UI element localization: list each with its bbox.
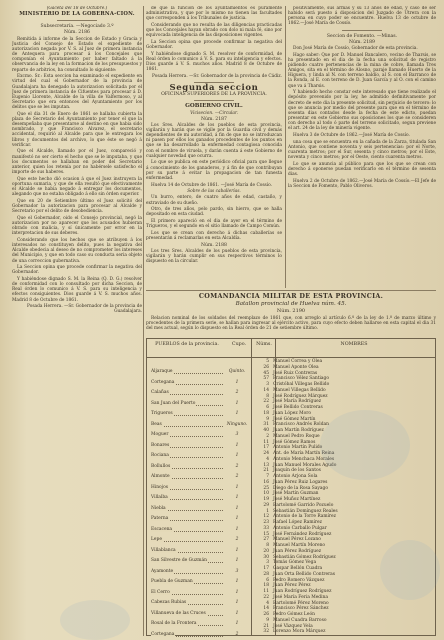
town-count: 1: [235, 453, 239, 459]
soldier-number: 12: [263, 514, 269, 520]
soldier-number: 31: [263, 422, 269, 428]
paragraph: Don José María de Cossío, Gobernador de esta provincia.: [293, 45, 418, 51]
soldier-name: Juan López Moro: [273, 410, 311, 416]
soldier-name: Antonio Martín Pulido: [273, 445, 323, 451]
soldier-number: 8: [266, 393, 269, 399]
soldier-number: 18: [263, 410, 269, 416]
soldier-number: 9: [266, 617, 269, 623]
soldier-name: Manuel Pérez Lozano: [273, 537, 321, 543]
soldier-number: 10: [263, 491, 269, 497]
subsection-heading: Sobre de las caballerías.: [187, 189, 241, 195]
soldier-number: 14: [263, 387, 269, 393]
paragraph: de que la funcion de los ayuntamientos es puramente administrativa, y que por lo mismo no tienen las facultades que corresponden á los Tribunales de justicia.: [146, 6, 282, 22]
paragraph: Remitida á informe de la Seccion de Estado y Gracia y Justicia del Consejo de Estado el expediente de autorizacion negada por V. S. al Juez de primera instancia de Antequera para procesar á los Concejales que componían el Ayuntamiento por haber faltado á la observancia de la ley en la formacion de los presupuestos y reparto de arbitrios, ha consultado lo siguiente:: [12, 36, 142, 73]
soldier-number: 15: [263, 531, 269, 537]
paragraph: Los que se crean con derecho á dichas caballerías se presentarán á reclamarlas en esta Alcaldía.: [146, 230, 282, 241]
paragraph: Huelva 2 de Octubre de 1862.—José María de Cossío.—El Jefe de la Seccion de Fomento, Pablo Oliveros.: [288, 178, 436, 189]
town-count: 1: [235, 600, 239, 606]
divider: [194, 100, 234, 101]
town-name: Niebla: [151, 505, 166, 511]
town-name: San Juan del Puerto: [151, 400, 196, 406]
soldier-number: 19: [263, 497, 269, 502]
notice-subtitle: Batallon provincial de Huelva núm. 45.: [235, 301, 347, 307]
town-name: Bollullos: [151, 463, 171, 469]
soldier-name: Sebastián Gómez Rodríguez: [273, 554, 336, 560]
column-left-body: [12, 37, 142, 303]
column-right-body-mid: [288, 53, 436, 139]
town-count: 2: [235, 631, 239, 637]
soldier-name: Manuel Villegas Bellido: [273, 387, 326, 393]
town-name: Villablanca: [151, 547, 176, 553]
soldier-name: Manuel Cuadra Barroso: [273, 617, 327, 623]
column-middle-body-mid: [146, 123, 282, 188]
column-right-body-low: [288, 140, 436, 189]
town-name: San Silvestre de Guzmán: [151, 558, 207, 564]
town-name: Beas: [151, 421, 162, 427]
soldier-name: José Bellido Contreras: [273, 405, 323, 410]
town-count: 1: [235, 400, 239, 406]
town-name: Moguer: [151, 432, 169, 438]
soldier-name: Bartolomé Pérez Moreno: [273, 600, 329, 606]
soldier-name: José Muñoz Martínez: [273, 497, 321, 502]
soldier-name: José Fernández Rodríguez: [273, 531, 332, 537]
town-name: Escacena: [151, 526, 173, 532]
soldier-number: 16: [263, 479, 269, 485]
town-name: Hinojos: [151, 484, 168, 490]
town-name: Paterna: [151, 516, 169, 522]
soldier-number: 7: [266, 474, 269, 479]
town-count: 2: [235, 390, 239, 396]
soldier-number: 11: [263, 439, 269, 445]
paragraph: Que este hecho dió ocasion á que el Juez instruyera la oportuna sumaria, y que de ella resultó que efectivamente el Alcalde se habia negado á entregar los documentos, alegando que no estaba obligado á ello sin órden superior.: [12, 176, 142, 198]
soldier-name: Juan Martín Rodríguez: [273, 428, 324, 433]
soldier-name: Pedro Romero Vázquez: [273, 577, 325, 583]
town-name: Cortegana: [151, 379, 175, 385]
notice-title: COMANDANCIA MILITAR DE ESTA PROVINCIA.: [198, 292, 384, 300]
soldier-name: Manuel Martín Moreno: [273, 543, 326, 548]
town-count: Quinto.: [228, 369, 246, 375]
soldier-name: Manuel Aponte Olea: [273, 364, 319, 370]
soldier-name: Antonio Menchaca Morales: [273, 456, 335, 462]
order-number: Núm. 2188: [201, 242, 227, 248]
town-count: 1: [235, 411, 239, 417]
divider: [57, 20, 97, 21]
ministry-heading: MINISTERIO DE LA GOBERNA-CION.: [19, 11, 135, 18]
paragraph: Otro, de tres años, pelo pardo, sin hierro, que se halla depositado en esta ciudad.: [146, 207, 282, 218]
town-count: 1: [235, 484, 239, 490]
soldier-name: Joaquín de los Santos: [273, 468, 321, 474]
town-count: 2: [235, 474, 239, 480]
paragraph: Considerando que no resulta de las diligencias practicadas que los Concejales hayan obrado con dolo ni mala fé, sino por equivocada inteligencia de las disposiciones vigentes.: [146, 22, 282, 39]
town-count: 1: [235, 579, 239, 585]
column-rule: [143, 6, 144, 636]
paragraph: La Seccion opina que procede confirmar la negativa del Gobernador.: [12, 265, 142, 276]
soldier-number: 26: [263, 364, 269, 370]
town-count: 1: [235, 610, 239, 616]
header-count: Cupo.: [231, 342, 247, 347]
soldier-number: 33: [263, 525, 269, 531]
paragraph: Y habiéndose dignado S. M. resolver de conformidad, de Real órden lo comunico á V. S. para su inteligencia y efectos. Dios guarde á V. S. muchos años. Madrid 8 de Octubre de 1861.: [146, 51, 282, 73]
order-number: Núm. 2187: [201, 116, 227, 122]
soldier-name: Juan Pérez Ruiz Logares: [273, 479, 328, 485]
soldier-name: Juan Orta Bellido Contreras: [273, 571, 336, 577]
town-name: Trigueros: [151, 411, 173, 417]
soldier-number: 17: [263, 566, 269, 571]
soldier-number: 22: [263, 594, 269, 600]
paragraph: Que el dia 31 de Enero de 1861 se hallaba cubierta la plaza de Secretario del Ayuntamiento por tener el que la desempeñaba que presentarse al destino en que habia sido nombrado, y que Francisco Alvarez, el secretario accidental, requirió al Alcalde para que le entregara los libros y documentos del archivo, lo que éste se negó á verificar.: [12, 111, 142, 148]
soldier-number: 3: [266, 382, 269, 387]
soldier-name: Diego de la Rosa Sayago: [273, 485, 328, 491]
soldier-number: 30: [263, 554, 269, 560]
soldier-name: José Gómez Ramos: [273, 439, 316, 445]
soldier-number: 4: [266, 456, 269, 462]
section-title: Segunda seccion: [169, 83, 259, 94]
town-count: Ninguno.: [226, 421, 248, 427]
soldier-number: 3: [266, 560, 269, 566]
notice-text: Relacion nominal de los soldados del reemplazo de 1861 que, con arreglo al artículo 6.º de la ley de 1.º de marzo último y procedentes de la primera serie, se hallan para ingresar al ejército activo, para cuyo efecto deben hallarse en esta capital el dia 31 del mes actual, según lo dispuesto en la Real órden de 21 de setiembre último.: [146, 316, 436, 332]
town-count: 1: [235, 621, 239, 627]
soldier-name: Manuel Correa y Olea: [273, 359, 323, 364]
paragraph: La Seccion opina que procede confirmar la negativa del Gobernador.: [146, 39, 282, 51]
paragraph: Excmo. Sr.: Esta seccion ha examinado el expediente en virtud del cual el Gobernador de la provincia de Guadalajara ha denegado la autorizacion solicitada por el Juez de primera instancia de Cifuentes para procesar á D. Eugenio Llorente, Alcalde de la villa de Valfermoso, y al Secretario que era entonces del Ayuntamiento por los delitos que se les imputan.: [12, 74, 142, 111]
paragraph: Los tres Sres. Alcaldes de los pueblos de esta provincia, vigilarán y harán cumplir en sus respectivos términos lo dispuesto en la circular.: [146, 248, 282, 265]
table-header: [147, 339, 435, 358]
town-name: Lepe: [151, 537, 162, 543]
soldier-name: Tomás Gómez Vega: [273, 560, 317, 566]
town-count: 1: [235, 505, 239, 511]
order-number: Núm. 2189: [349, 39, 375, 45]
soldier-name: José Vázquez Vela: [273, 623, 313, 629]
column-left: [12, 6, 142, 636]
soldier-number: 17: [263, 445, 269, 451]
header-note: (Gaceta del 18 de Octubre.): [46, 6, 108, 11]
soldier-number: 18: [263, 583, 269, 589]
paragraph: Un burro, entero, de cuatro años de edad, castaño, y extraviado de su dueño.: [146, 195, 282, 206]
town-count: 1: [235, 516, 239, 522]
town-count: 3: [235, 432, 239, 438]
soldier-number: 21: [263, 468, 269, 474]
soldier-name: Francisco Vélez Santiago: [273, 376, 329, 382]
town-count: 1: [235, 495, 239, 501]
header-towns: PUEBLOS de la provincia.: [155, 342, 219, 347]
paragraph: Los Sres. Alcaldes de los pueblos de esta provincia, vigilarán y harán que se vigile por la Guardia civil y demás dependientes de mi autoridad, á fin de que no se introduzcan ni pasen por ellos los ganados procedentes de los puntos en que se ha desarrollado la enfermedad contagiosa conocida con el nombre de viruela, y darán cuenta á este Gobierno de cualquier novedad que ocurra.: [146, 122, 282, 159]
paragraph: El primero apareció en el dia de ayer en el término de Trigueros, y el segundo en el sitio llamado de Campo Común.: [146, 218, 282, 230]
town-name: Cortegana: [151, 631, 175, 637]
subsection-heading: Subsecretaría. —Negociado 3.º: [40, 24, 114, 30]
paragraph: Que en 20 de Setiembre último el Juez solicitó del Gobernador la autorizacion para procesar al Alcalde y Secretario por el delito de desobediencia.: [12, 198, 142, 215]
military-notice: [146, 292, 436, 331]
town-count: 1: [235, 547, 239, 553]
gov-subheading: Vicisecion. —Circular.: [190, 110, 238, 116]
soldier-number: 8: [266, 543, 269, 548]
soldier-number: 6: [266, 405, 269, 410]
soldier-number: 26: [263, 612, 269, 617]
paragraph: Lo que se anuncia al público para que los que se crean con derecho á oponerse puedan verificarlo en el término de sesenta dias.: [288, 161, 436, 178]
soldier-name: Rafael López Ramírez: [273, 520, 322, 525]
soldier-name: Juan Rodríguez Rodríguez: [273, 589, 332, 594]
column-middle-body-low: [146, 195, 282, 241]
soldier-name: José Gómez Martín: [273, 416, 316, 422]
soldier-name: Manuel Pedro Roque: [273, 433, 320, 439]
soldier-name: Bartolomé Garrido Pozuelo: [273, 502, 334, 508]
paragraph: Y habiéndose dignado S. M. la Reina (Q. D. G.) resolver de conformidad con lo consultado por dicha Seccion, de Real órden lo comunico á V. S. para su inteligencia y efectos consiguientes. Dios guarde á V. S. muchos años. Madrid 8 de Octubre de 1861.: [12, 277, 142, 303]
soldier-name: Juan Pérez Rodríguez: [273, 548, 322, 554]
town-name: Aljaraque: [151, 369, 173, 375]
soldier-number: 11: [263, 589, 269, 594]
soldier-number: 45: [263, 370, 269, 376]
town-count: 1: [235, 442, 239, 448]
column-rule: [285, 6, 286, 288]
soldier-number: 21: [263, 623, 269, 629]
town-count: 3: [235, 568, 239, 574]
soldier-number: 27: [263, 537, 269, 543]
soldier-name: Francisco Andrés Roldan: [273, 422, 329, 428]
soldier-number: 4: [266, 600, 269, 606]
conscript-table: [146, 338, 436, 636]
soldier-name: Antonio de la Torre Ramírez: [273, 514, 336, 520]
column-middle: [146, 6, 282, 289]
soldier-number: 29: [263, 502, 269, 508]
paragraph: Que el Gobernador, oido el Consejo provincial, negó la autorizacion por no aparecer que los acusados hubieran obrado con malicia, y sí únicamente por error en la interpretacion de sus deberes.: [12, 215, 142, 237]
column-right: [288, 6, 436, 289]
town-count: 2: [235, 537, 239, 543]
soldier-name: Sebastián Domínguez Reales: [273, 508, 338, 514]
signature: Posada Herrera. —Sr. Gobernador de la provincia de Guadalajara.: [27, 304, 142, 315]
soldier-name: Antonio Arjona Sola: [273, 474, 318, 479]
paragraph: Huelva 14 de Octubre de 1861. —José María de Cossío.: [151, 182, 272, 188]
soldier-number: 28: [263, 571, 269, 577]
town-name: Almonte: [151, 474, 170, 480]
soldier-number: 24: [263, 451, 269, 456]
soldier-name: Juan Manuel Morales Agudo: [273, 462, 337, 468]
town-name: Rosal de la Frontera: [151, 621, 197, 627]
paragraph: Hago saber: Que por D. Manuel Bancalero, vecino de Tharsis, se ha presentado en el dia de la fecha una solicitud de registro pidiendo cuatro pertenencias de la mina de cobre, llamada Tres Amigos, sita en el término de Alosno, paraje llamado Huerto de la Higuera, y linda al N. con terreno baldío, al S. con el Barranco de la Ronda, al E. con terreno de D. Juan García y al O. con el camino que va á Tharsis.: [288, 52, 436, 89]
soldier-number: 6: [266, 577, 269, 583]
order-number: Núm. 2190: [276, 308, 306, 314]
gov-heading: GOBIERNO CIVIL.: [185, 103, 243, 110]
soldier-number: 9: [266, 416, 269, 422]
town-name: Bonares: [151, 442, 170, 448]
column-right-body-top: [288, 6, 436, 27]
paragraph: Huelva 3 de Octubre de 1862.—José María de Cossío.: [293, 132, 410, 138]
soldier-name: José Rodríguez Márquez: [273, 393, 328, 399]
town-name: Villalba: [151, 495, 168, 501]
soldier-name: Gaspar Bellón Cuadra: [273, 566, 323, 571]
soldier-number: 20: [263, 548, 269, 554]
soldier-number: 40: [263, 428, 269, 433]
town-name: Cabezas Rubias: [151, 600, 187, 606]
section-heading: Seccion de Fomento. —Minas.: [326, 33, 398, 39]
soldier-name: José María Feria Medina: [273, 594, 328, 600]
soldier-number: 1: [266, 508, 269, 514]
soldier-number: 32: [263, 629, 269, 635]
town-count: 1: [235, 526, 239, 532]
soldier-name: Pedro Gómez León: [273, 612, 315, 617]
town-count: 1: [235, 589, 239, 595]
header-names: NOMBRES: [340, 342, 368, 347]
town-name: Ayamonte: [151, 568, 174, 574]
paragraph: Y habiendo hecho constar este interesado que tiene realizado el depósito prevenido por la ley, he admitido definitivamente por decreto de este dia la presente solicitud, sin perjuicio de tercero: lo que se anuncia por medio del presente para que en el término de sesenta dias contados desde la fecha de este edicto, puedan presentar en este Gobierno sus oposiciones los que se consideren con derecho al todo ó parte del terreno solicitado, segun previene el art. 24 de la ley de minería vigente.: [288, 90, 436, 132]
table-row: [257, 629, 433, 636]
paragraph: Lo que se publica en este periódico oficial para que llegue á conocimiento de los ganaderos, y á fin de que contribuyan por su parte á evitar la propagacion de tan funesta enfermedad.: [146, 160, 282, 181]
paragraph: una cosa que se encuentra en la cañada de la Zarza, titulada San Antonio, que contiene noventa y seis pertenencias: por el Norte, cuarenta metros; por el Sur, sesenta y cinco metros; por el Este, noventa y cinco metros; por el Oeste, ciento cuarenta metros.: [288, 139, 436, 161]
soldier-name: Cristóbal Villegas Bellido: [273, 382, 330, 387]
soldier-number: 22: [263, 399, 269, 405]
soldier-name: Ant. de María Martín Reina: [273, 451, 335, 456]
town-name: Calañas: [151, 390, 169, 396]
column-divider: [251, 339, 252, 635]
town-count: 1: [235, 558, 239, 564]
town-count: 2: [235, 463, 239, 469]
section-subtitle: OFICINAS SUPERIORES DE LA PROVINCIA.: [161, 92, 267, 98]
soldier-name: José Ruiz Contreras: [273, 370, 318, 376]
soldier-number: 2: [266, 433, 269, 439]
soldier-number: 25: [263, 485, 269, 491]
soldier-number: 5: [266, 359, 269, 364]
order-number: Núm. 2186: [64, 30, 90, 36]
town-name: Villanueva de las Cruces: [151, 610, 206, 616]
town-count: 1: [235, 379, 239, 385]
soldier-name: Francisco Pérez Sánchez: [273, 606, 329, 612]
soldier-name: Lorenzo Mora Márquez: [273, 629, 326, 635]
soldier-name: José Martín Guzman: [273, 491, 319, 497]
horizontal-rule: [146, 290, 436, 291]
soldier-number: 23: [263, 520, 269, 525]
town-name: Rociana: [151, 453, 169, 459]
paragraph: Que el Alcalde, llamado por el Juez, compareció y manifestó no ser cierto el hecho que se le imputaba, y que los documentos se hallaban en poder del Secretario anterior, quien los retenía por no habérsele satisfecho el importe de sus haberes.: [12, 149, 142, 176]
column-middle-body-top: [146, 6, 282, 72]
soldier-number: 13: [263, 462, 269, 468]
town-name: El Cerro: [151, 589, 170, 595]
soldier-number: 14: [263, 606, 269, 612]
paragraph: Considerando que los hechos que se atribuyen á los interesados no constituyen delito, pues la negativa del Alcalde obedecia al deseo de no comprometer los intereses del Municipio, y que en todo caso su conducta seria objeto de una correccion gubernativa.: [12, 237, 142, 264]
soldier-name: José María Rodríguez: [273, 399, 322, 405]
soldier-name: Juan Pérez Pérez: [273, 583, 311, 589]
signature: Posada Herrera. —Sr. Gobernador de la provincia de Cádiz.: [152, 73, 282, 79]
soldier-name: Antonio Carballo Pulgar: [273, 525, 327, 531]
header-number: Núms.: [256, 342, 272, 347]
divider: [342, 30, 382, 31]
paragraph: positivamente, sus armas y su 13 años de edad, y caso de ser habido será puesto á disposicion del Juzgado de Utrera con la persona en cuyo poder se encuentre. Huelva 13 de octubre de 1862.—José María de Cossío.: [288, 6, 436, 27]
town-name: Puebla de Guzman: [151, 579, 193, 585]
soldier-number: 57: [263, 376, 269, 382]
